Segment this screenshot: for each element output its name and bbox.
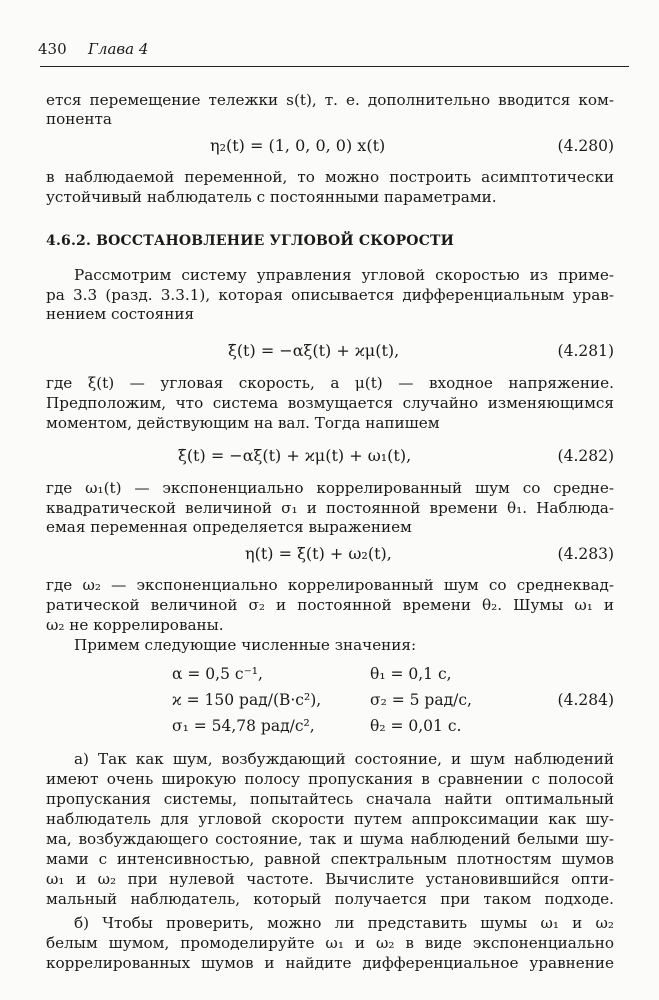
text-line: ра 3.3 (разд. 3.3.1), которая описывается дифференциальным урав- [46,286,614,304]
equation-number: (4.284) [557,691,614,709]
value-alpha: α = 0,5 с⁻¹, [172,665,263,683]
value-sigma2: σ₂ = 5 рад/с, [370,691,472,709]
text-line: наблюдатель для угловой скорости путем аппроксимации как шу- [46,810,614,828]
text-line: нением состояния [46,305,195,323]
equation-4281: ξ̇(t) = −αξ(t) + ϰμ(t), [228,341,400,360]
text-line: в наблюдаемой переменной, то можно построить асимптотически [46,168,614,186]
text-line: ω₂ не коррелированы. [46,616,224,634]
text-line: моментом, действующим на вал. Тогда напишем [46,414,440,432]
text-line: ма, возбуждающего состояние, так и шума наблюдений белыми шу- [46,830,614,848]
equation-4280: η₂(t) = (1, 0, 0, 0) x(t) [210,136,386,155]
text-line: Рассмотрим систему управления угловой скоростью из приме- [74,266,614,284]
text-line: имеют очень широкую полосу пропускания в сравнении с полосой [46,770,614,788]
value-theta1: θ₁ = 0,1 с, [370,665,452,683]
equation-number: (4.282) [557,447,614,465]
text-line: ω₁ и ω₂ при нулевой частоте. Вычислите установившийся опти- [46,870,614,888]
text-line: мами с интенсивностью, равной спектральным плотностям шумов [46,850,614,868]
text-line: ется перемещение тележки s(t), т. е. дополнительно вводится ком- [46,91,614,109]
value-sigma1: σ₁ = 54,78 рад/с², [172,717,315,735]
section-heading: 4.6.2. ВОССТАНОВЛЕНИЕ УГЛОВОЙ СКОРОСТИ [46,233,455,249]
equation-4282: ξ̇(t) = −αξ(t) + ϰμ(t) + ω₁(t), [178,446,412,465]
value-theta2: θ₂ = 0,01 с. [370,717,462,735]
text-line: емая переменная определяется выражением [46,518,412,536]
text-line: где ω₁(t) — экспоненциально коррелированный шум со средне- [46,479,614,497]
text-line: Предположим, что система возмущается случайно изменяющимся [46,394,614,412]
text-line: пропускания системы, попытайтесь сначала найти оптимальный [46,790,614,808]
text-line: устойчивый наблюдатель с постоянными параметрами. [46,188,497,206]
text-line: б) Чтобы проверить, можно ли представить шумы ω₁ и ω₂ [74,914,614,932]
text-line: где ξ(t) — угловая скорость, а μ(t) — входное напряжение. [46,374,614,392]
equation-number: (4.281) [557,342,614,360]
text-line: квадратической величиной σ₁ и постоянной времени θ₁. Наблюда- [46,499,614,517]
text-line: белым шумом, промоделируйте ω₁ и ω₂ в виде экспоненциально [46,934,614,952]
page-header [38,40,629,62]
chapter-title: Глава 4 [88,40,149,58]
text-line: ратической величиной σ₂ и постоянной времени θ₂. Шумы ω₁ и [46,596,614,614]
text-line: коррелированных шумов и найдите дифференциальное уравнение [46,954,614,972]
value-kappa: ϰ = 150 рад/(В·с²), [172,691,322,709]
header-rule [40,66,629,67]
equation-number: (4.280) [557,137,614,155]
text-line: где ω₂ — экспоненциально коррелированный шум со среднеквад- [46,576,614,594]
equation-4283: η(t) = ξ(t) + ω₂(t), [245,544,392,563]
text-line: а) Так как шум, возбуждающий состояние, и шум наблюдений [74,750,614,768]
text-line: Примем следующие численные значения: [74,636,417,654]
text-line: мальный наблюдатель, который получается при таком подходе. [46,890,614,908]
page-number: 430 [38,40,67,58]
text-line: понента [46,110,112,128]
equation-number: (4.283) [557,545,614,563]
